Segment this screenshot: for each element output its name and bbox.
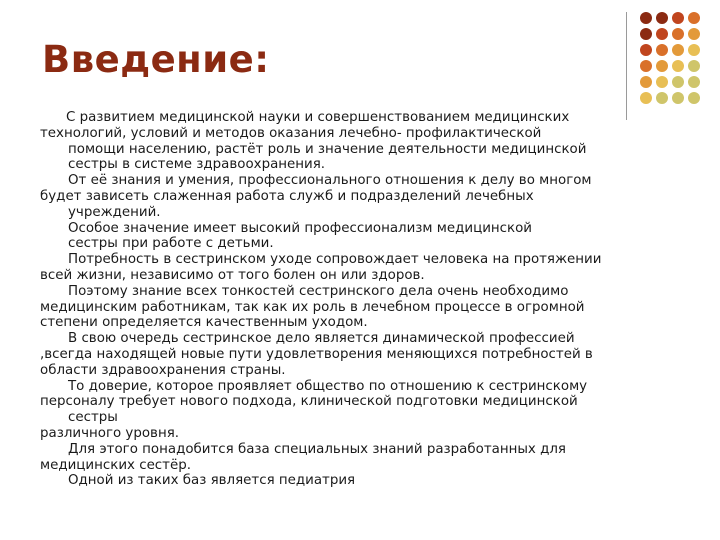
decorative-dot: [672, 76, 684, 88]
decorative-dot: [672, 60, 684, 72]
body-line: учреждений.: [68, 204, 161, 220]
body-line: Поэтому знание всех тонкостей сестринского дела очень необходимо: [68, 283, 569, 299]
decorative-dot: [688, 76, 700, 88]
decorative-dot: [688, 44, 700, 56]
body-line: Для этого понадобится база специальных знаний разработанных для: [68, 441, 566, 457]
decorative-dot: [640, 92, 652, 104]
decorative-dot: [672, 44, 684, 56]
body-line: всей жизни, независимо от того болен он или здоров.: [40, 267, 425, 283]
decorative-dot: [656, 60, 668, 72]
decorative-dot: [640, 12, 652, 24]
decorative-dot: [672, 28, 684, 40]
decorative-dot: [640, 60, 652, 72]
decorative-dot: [656, 44, 668, 56]
body-line: сестры при работе с детьми.: [68, 236, 274, 252]
decorative-dot: [640, 28, 652, 40]
decorative-dot: [656, 12, 668, 24]
body-line: То доверие, которое проявляет общество по отношению к сестринскому: [68, 378, 588, 394]
body-line: медицинским работникам, так как их роль в лечебном процессе в огромной: [40, 299, 585, 315]
slide-body: [40, 110, 680, 489]
body-line: Особое значение имеет высокий профессионализм медицинской: [68, 220, 533, 236]
body-line: Потребность в сестринском уходе сопровождает человека на протяжении: [68, 252, 602, 268]
decorative-dot: [688, 60, 700, 72]
decorative-dot: [656, 92, 668, 104]
body-line: области здравоохранения страны.: [40, 362, 286, 378]
decorative-dot: [688, 28, 700, 40]
body-line: От её знания и умения, профессионального отношения к делу во многом: [68, 173, 592, 189]
decorative-dot: [688, 12, 700, 24]
slide-title: Введение:: [42, 38, 270, 81]
body-line: персоналу требует нового подхода, клинической подготовки медицинской: [40, 394, 578, 410]
body-line: ,всегда находящей новые пути удовлетворения меняющихся потребностей в: [40, 346, 593, 362]
body-line: сестры: [68, 410, 118, 426]
divider-line: [626, 12, 627, 120]
body-line: Одной из таких баз является педиатрия: [68, 473, 356, 489]
body-line: помощи населению, растёт роль и значение деятельности медицинской: [68, 141, 587, 157]
decorative-dot: [672, 92, 684, 104]
decorative-dot: [688, 92, 700, 104]
decorative-dot: [656, 76, 668, 88]
body-line: медицинских сестёр.: [40, 457, 191, 473]
body-line: будет зависеть слаженная работа служб и подразделений лечебных: [40, 188, 534, 204]
decorative-dot-grid: [640, 12, 716, 108]
body-line: С развитием медицинской науки и совершенствованием медицинских: [66, 110, 570, 125]
decorative-dot: [656, 28, 668, 40]
body-line: сестры в системе здравоохранения.: [68, 157, 326, 173]
body-line: степени определяется качественным уходом.: [40, 315, 368, 331]
body-line: различного уровня.: [40, 425, 180, 441]
decorative-dot: [672, 12, 684, 24]
decorative-dot: [640, 44, 652, 56]
body-line: В свою очередь сестринское дело является динамической профессией: [68, 331, 575, 347]
decorative-dot: [640, 76, 652, 88]
body-line: технологий, условий и методов оказания лечебно- профилактической: [40, 125, 542, 141]
